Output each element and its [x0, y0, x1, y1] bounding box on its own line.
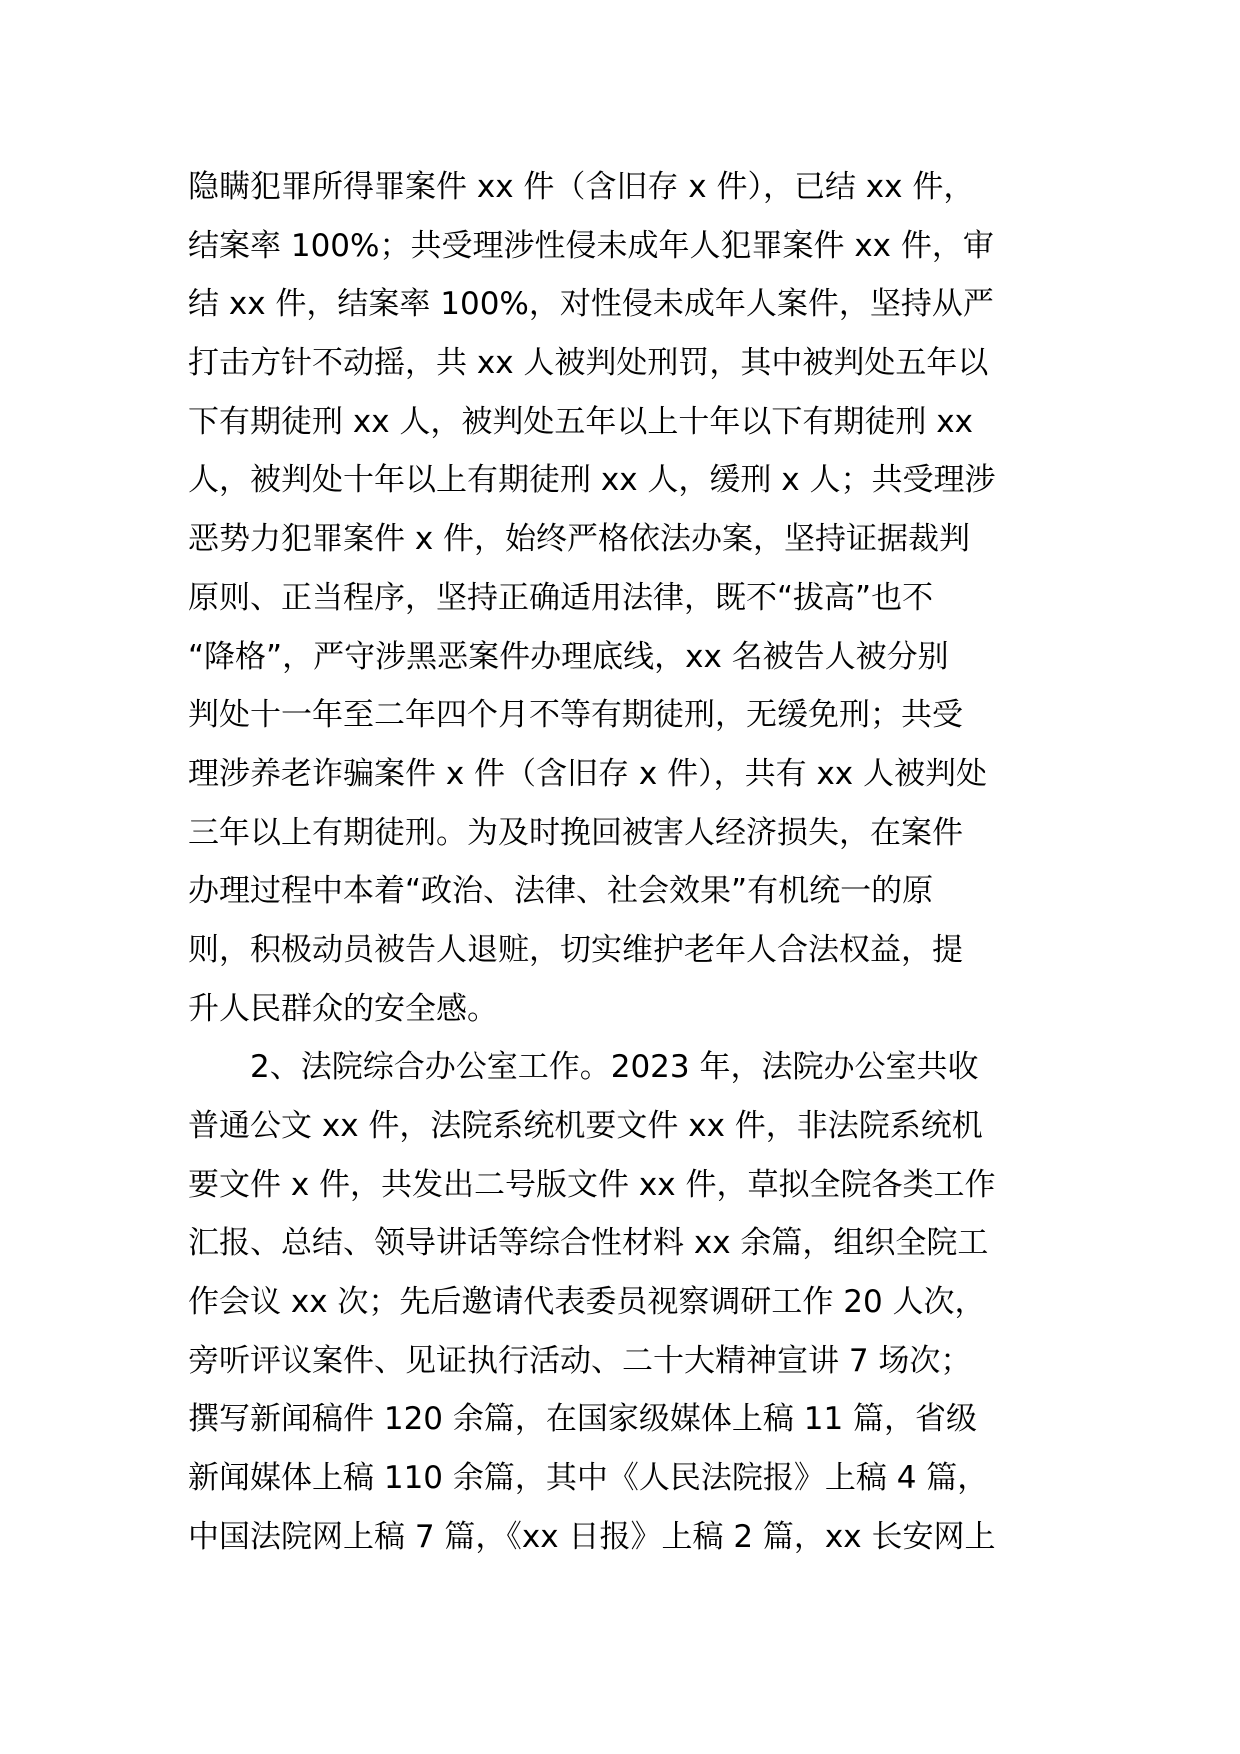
text-line: 旁听评议案件、见证执行活动、二十大精神宣讲 7 场次；: [188, 1342, 972, 1379]
text-line: 则，积极动员被告人退赃，切实维护老年人合法权益，提: [188, 931, 963, 968]
text-line: 作会议 xx 次；先后邀请代表委员视察调研工作 20 人次，: [188, 1284, 986, 1321]
text-line: 原则、正当程序，坚持正确适用法律，既不“拔高”也不: [188, 579, 934, 616]
text-line: 办理过程中本着“政治、法律、社会效果”有机统一的原: [188, 873, 934, 910]
text-line: 汇报、总结、领导讲话等综合性材料 xx 余篇，组织全院工: [188, 1225, 989, 1262]
text-line: 中国法院网上稿 7 篇，《xx 日报》上稿 2 篇，xx 长安网上: [188, 1518, 996, 1555]
paragraph-start-line: 2、法院综合办公室工作。2023 年，法院办公室共收: [188, 1049, 979, 1086]
text-line: 结案率 100%；共受理涉性侵未成年人犯罪案件 xx 件，审: [188, 227, 994, 264]
text-line: “降格”，严守涉黑恶案件办理底线，xx 名被告人被分别: [188, 638, 949, 675]
text-line: 三年以上有期徒刑。为及时挽回被害人经济损失，在案件: [188, 814, 963, 851]
text-line: 理涉养老诈骗案件 x 件（含旧存 x 件），共有 xx 人被判处: [188, 755, 988, 792]
text-line: 恶势力犯罪案件 x 件，始终严格依法办案，坚持证据裁判: [188, 521, 971, 558]
text-line: 打击方针不动摇，共 xx 人被判处刑罚，其中被判处五年以: [188, 345, 989, 382]
text-line: 新闻媒体上稿 110 余篇，其中《人民法院报》上稿 4 篇，: [188, 1460, 989, 1497]
text-line: 结 xx 件，结案率 100%，对性侵未成年人案件，坚持从严: [188, 286, 994, 323]
text-line: 升人民群众的安全感。: [188, 990, 498, 1027]
text-line: 人，被判处十年以上有期徒刑 xx 人，缓刑 x 人；共受理涉: [188, 462, 996, 499]
text-line: 下有期徒刑 xx 人，被判处五年以上十年以下有期徒刑 xx: [188, 403, 973, 440]
text-line: 隐瞒犯罪所得罪案件 xx 件（含旧存 x 件），已结 xx 件，: [188, 169, 975, 205]
text-line: 普通公文 xx 件，法院系统机要文件 xx 件，非法院系统机: [188, 1108, 983, 1144]
body-text: [188, 158, 1068, 1567]
text-line: 判处十一年至二年四个月不等有期徒刑，无缓免刑；共受: [188, 697, 963, 734]
text-line: 撰写新闻稿件 120 余篇，在国家级媒体上稿 11 篇，省级: [188, 1401, 978, 1438]
text-line: 要文件 x 件，共发出二号版文件 xx 件，草拟全院各类工作: [188, 1166, 996, 1203]
